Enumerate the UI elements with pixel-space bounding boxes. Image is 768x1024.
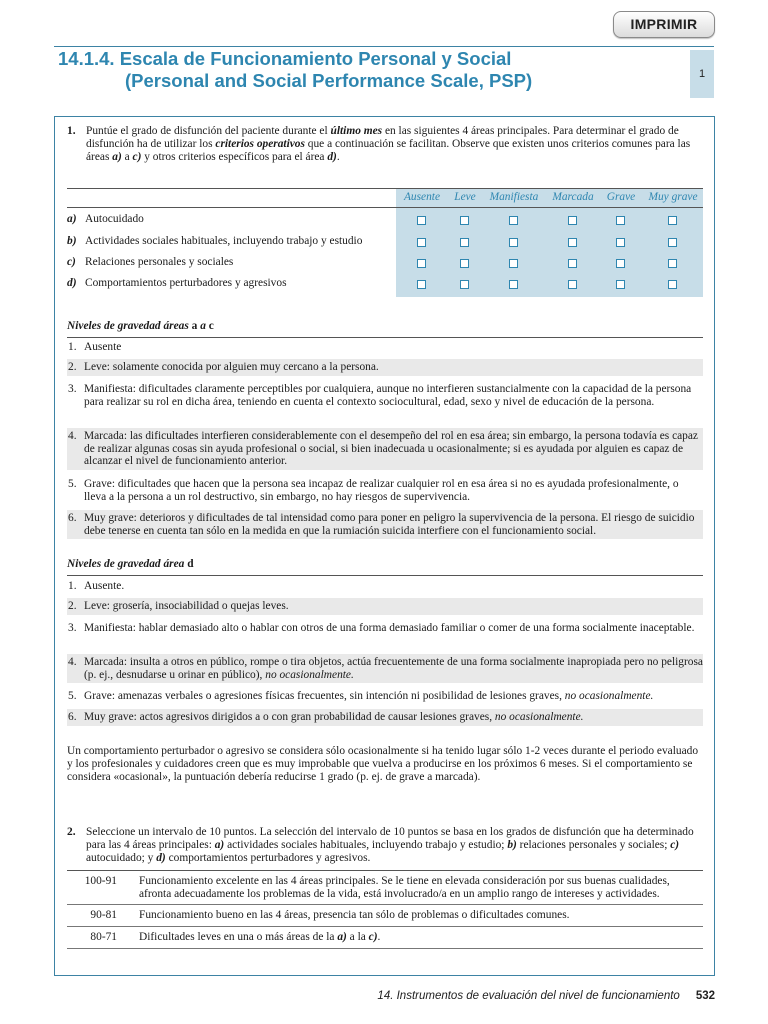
level-d-3: 3. Manifiesta: hablar demasiado alto o hablar con otros de una forma demasiado familiar o comer de una forma socialmente inaceptable.: [68, 622, 695, 634]
col-leve: Leve: [454, 191, 476, 203]
level-ac-6: 6. Muy grave: deterioros y dificultades de tal intensidad como para poner en peligro la supervivencia de la persona. El riesgo de suicidio debe tenerse en cuenta tan sólo en la medida en que la rumiación suicida interfiere con el funcionamiento social.: [67, 510, 703, 539]
question-1-number: 1.: [67, 125, 76, 137]
rating-checkbox-d-5[interactable]: [616, 280, 625, 289]
col-grave: Grave: [606, 191, 636, 203]
section-d-rule: [67, 575, 703, 576]
level-d-4: 4. Marcada: insulta a otros en público, rompe o tira objetos, actúa frecuentemente de una forma socialmente inapropiada pero no peligrosa (p. ej., desnudarse u orinar en público), no ocasionalmente.: [67, 654, 703, 683]
rating-checkbox-a-5[interactable]: [616, 216, 625, 225]
question-2: [67, 826, 703, 865]
level-d-6: 6. Muy grave: actos agresivos dirigidos a o con gran probabilidad de causar lesiones graves, no ocasionalmente.: [67, 709, 703, 726]
rating-checkbox-d-2[interactable]: [460, 280, 469, 289]
range-rule-1: [67, 904, 703, 905]
rating-checkbox-b-3[interactable]: [509, 238, 518, 247]
rating-checkbox-b-2[interactable]: [460, 238, 469, 247]
range-row-80-71: 80-71 Dificultades leves en una o más áreas de la a) a la c).: [90, 931, 381, 943]
rating-checkbox-a-3[interactable]: [509, 216, 518, 225]
section-d-title: Niveles de gravedad área d: [67, 558, 194, 570]
col-ausente: Ausente: [403, 191, 441, 203]
col-manifiesta: Manifiesta: [489, 191, 539, 203]
question-2-text: Seleccione un intervalo de 10 puntos. La selección del intervalo de 10 puntos se basa en los grados de disfunción que ha determinado para las 4 áreas principales: a) actividades sociales habituales, incluyendo trabajo y estudio; b) relaciones personales y sociales; c) autocuidado; y d) comportamientos perturbadores y agresivos.: [86, 826, 694, 864]
rating-checkbox-c-2[interactable]: [460, 259, 469, 268]
range-row-90-81: 90-81 Funcionamiento bueno en las 4 áreas, presencia tan sólo de problemas o dificultades comunes.: [90, 909, 570, 921]
rating-checkbox-c-3[interactable]: [509, 259, 518, 268]
page-title: [58, 48, 678, 92]
area-row-d: d) Comportamientos perturbadores y agresivos: [67, 277, 287, 289]
rating-checkbox-a-4[interactable]: [568, 216, 577, 225]
rating-checkbox-b-5[interactable]: [616, 238, 625, 247]
question-2-number: 2.: [67, 826, 76, 838]
area-row-b: b) Actividades sociales habituales, incluyendo trabajo y estudio: [67, 235, 363, 247]
rating-checkbox-c-5[interactable]: [616, 259, 625, 268]
level-ac-5: 5. Grave: dificultades que hacen que la persona sea incapaz de realizar cualquier rol en esa área si no es ayudada profesionalmente, o lleva a la persona a un rol destructivo, sin embargo, no hay riesgos de supervivencia.: [68, 478, 679, 503]
level-ac-3: 3. Manifiesta: dificultades claramente perceptibles por cualquiera, aunque no interfieren sustancialmente con la capacidad de la persona para realizar su rol en dicha área, teniendo en cuenta el contexto sociocultural, edad, sexo y nivel de educación de la persona.: [68, 383, 692, 408]
question-1: [67, 125, 703, 164]
section-ac-rule: [67, 337, 703, 338]
level-d-2: 2. Leve: grosería, insociabilidad o quejas leves.: [67, 598, 703, 615]
title-line-2: (Personal and Social Performance Scale, PSP): [125, 70, 533, 91]
page-number: 532: [695, 990, 715, 1002]
rating-checkbox-d-4[interactable]: [568, 280, 577, 289]
question-1-text: Puntúe el grado de disfunción del paciente durante el último mes en las siguientes 4 áreas principales. Para determinar el grado de disfunción ha de utilizar los criterios operativos que a continuación se facilitan. Observe que existen unos criterios comunes para las áreas a) a c) y otros criterios específicos para el área d).: [86, 125, 691, 163]
level-d-5: 5. Grave: amenazas verbales o agresiones físicas frecuentes, sin intención ni posibilidad de lesiones graves, no ocasionalmente.: [68, 690, 654, 702]
footer-chapter: 14. Instrumentos de evaluación del nivel de funcionamiento: [377, 990, 680, 1002]
area-row-a: a) Autocuidado: [67, 213, 144, 225]
occasional-note: Un comportamiento perturbador o agresivo se considera sólo ocasionalmente si ha tenido lugar sólo 1-2 veces durante el periodo evaluado y los profesionales y cuidadores creen que es muy improbable que vuelva a producirse en los próximos 6 meses. Si el comportamiento se considera «ocasional», la puntuación debería reducirse 1 grado (p. ej. de grave a marcada).: [67, 745, 699, 783]
range-rule-top: [67, 870, 703, 871]
level-ac-1: 1. Ausente: [68, 341, 122, 353]
header-rule: [54, 46, 714, 47]
rating-checkbox-a-6[interactable]: [668, 216, 677, 225]
rating-checkbox-a-1[interactable]: [417, 216, 426, 225]
rating-checkbox-c-6[interactable]: [668, 259, 677, 268]
range-rule-2: [67, 926, 703, 927]
rating-checkbox-d-6[interactable]: [668, 280, 677, 289]
page-tab: 1: [690, 50, 714, 98]
rating-checkbox-b-1[interactable]: [417, 238, 426, 247]
rating-checkbox-d-1[interactable]: [417, 280, 426, 289]
page-footer: [370, 990, 715, 1002]
col-muy-grave: Muy grave: [648, 191, 698, 203]
rating-checkbox-a-2[interactable]: [460, 216, 469, 225]
rating-checkbox-b-4[interactable]: [568, 238, 577, 247]
rating-checkbox-b-6[interactable]: [668, 238, 677, 247]
level-ac-2: 2. Leve: solamente conocida por alguien muy cercano a la persona.: [67, 359, 703, 376]
rating-checkbox-d-3[interactable]: [509, 280, 518, 289]
print-button[interactable]: IMPRIMIR: [613, 11, 715, 38]
range-row-100-91: 100-91 Funcionamiento excelente en las 4 áreas principales. Se le tiene en elevada consideración por sus buenas cualidades, afronta adecuadamente los problemas de la vida, está involucrado/a en un amplio rango de intereses y actividades.: [84, 875, 670, 900]
level-ac-4: 4. Marcada: las dificultades interfieren considerablemente con el desempeño del rol en esa área; sin embargo, la persona todavía es capaz de realizar algunas cosas sin ayuda profesional o social, si bien inadecuada u ocasionalmente; si es ayudada por alguien es capaz de alcanzar el nivel de funcionamiento anterior.: [67, 428, 703, 470]
col-marcada: Marcada: [552, 191, 594, 203]
level-d-1: 1. Ausente.: [68, 580, 125, 592]
section-ac-title: Niveles de gravedad áreas a a c: [67, 320, 214, 332]
area-row-c: c) Relaciones personales y sociales: [67, 256, 234, 268]
rating-checkbox-c-1[interactable]: [417, 259, 426, 268]
range-rule-3: [67, 948, 703, 949]
title-line-1: 14.1.4. Escala de Funcionamiento Personal y Social: [58, 48, 512, 69]
rating-checkbox-c-4[interactable]: [568, 259, 577, 268]
